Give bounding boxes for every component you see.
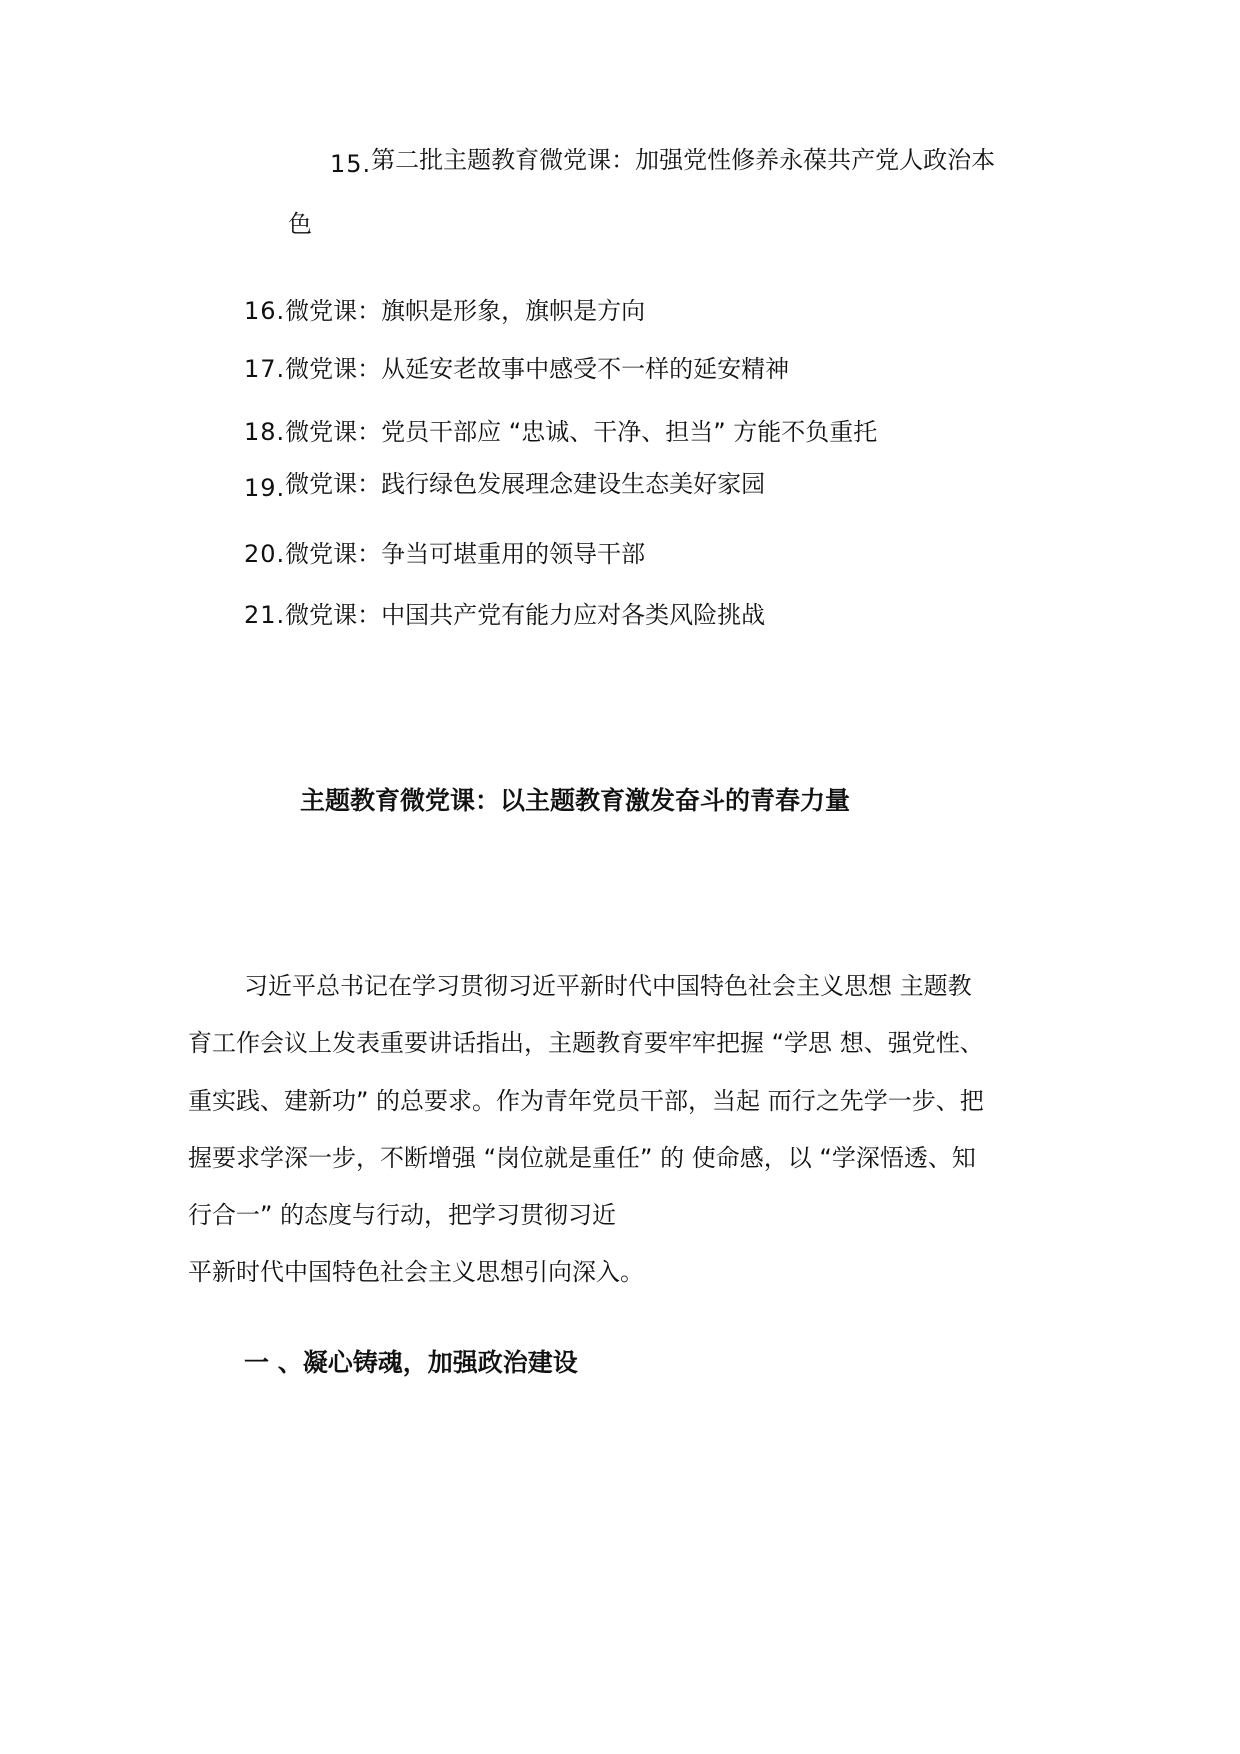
toc-item-number: 20. xyxy=(244,540,286,568)
toc-item-number: 15. xyxy=(330,150,372,178)
section-heading: 一 、凝心铸魂，加强政治建设 xyxy=(244,1348,578,1377)
paragraph-line-1: 习近平总书记在学习贯彻习近平新时代中国特色社会主义思想 主题教 xyxy=(244,972,972,1000)
toc-item-text: 微党课：从延安老故事中感受不一样的延安精神 xyxy=(285,355,790,383)
toc-item-text: 微党课：旗帜是形象，旗帜是方向 xyxy=(285,297,646,325)
toc-item-text: 微党课：争当可堪重用的领导干部 xyxy=(285,540,646,568)
toc-item-text: 第二批主题教育微党课：加强党性修养永葆共产党人政治本 xyxy=(371,146,996,174)
toc-item-17 xyxy=(244,353,789,385)
paragraph-line-2: 育工作会议上发表重要讲话指出，主题教育要牢牢把握 “学思 想、强党性、 xyxy=(188,1029,984,1057)
paragraph-line-4: 握要求学深一步，不断增强 “岗位就是重任” 的 使命感，以 “学深悟透、知 xyxy=(188,1144,976,1172)
toc-item-text: 微党课：践行绿色发展理念建设生态美好家园 xyxy=(285,470,766,498)
toc-item-text: 微党课：中国共产党有能力应对各类风险挑战 xyxy=(285,601,766,629)
paragraph-line-6: 平新时代中国特色社会主义思想引向深入。 xyxy=(188,1258,644,1286)
toc-item-19 xyxy=(244,468,765,500)
toc-item-number: 16. xyxy=(244,297,286,325)
toc-item-number: 19. xyxy=(244,474,286,502)
toc-item-20 xyxy=(244,538,645,570)
toc-item-16 xyxy=(244,295,645,327)
toc-item-number: 21. xyxy=(244,601,286,629)
toc-item-number: 18. xyxy=(244,418,286,446)
paragraph-line-5: 行合一” 的态度与行动，把学习贯彻习近 xyxy=(188,1201,617,1229)
toc-item-15-continuation xyxy=(288,208,312,240)
toc-item-number: 17. xyxy=(244,355,286,383)
toc-item-18 xyxy=(244,416,877,448)
toc-item-15 xyxy=(330,144,995,176)
toc-item-text: 微党课：党员干部应 “忠诚、干净、担当” 方能不负重托 xyxy=(285,418,878,446)
toc-item-text-continuation: 色 xyxy=(288,210,312,238)
article-title: 主题教育微党课：以主题教育激发奋斗的青春力量 xyxy=(300,786,851,815)
toc-item-21 xyxy=(244,599,765,631)
paragraph-line-3: 重实践、建新功” 的总要求。作为青年党员干部，当起 而行之先学一步、把 xyxy=(188,1087,984,1115)
